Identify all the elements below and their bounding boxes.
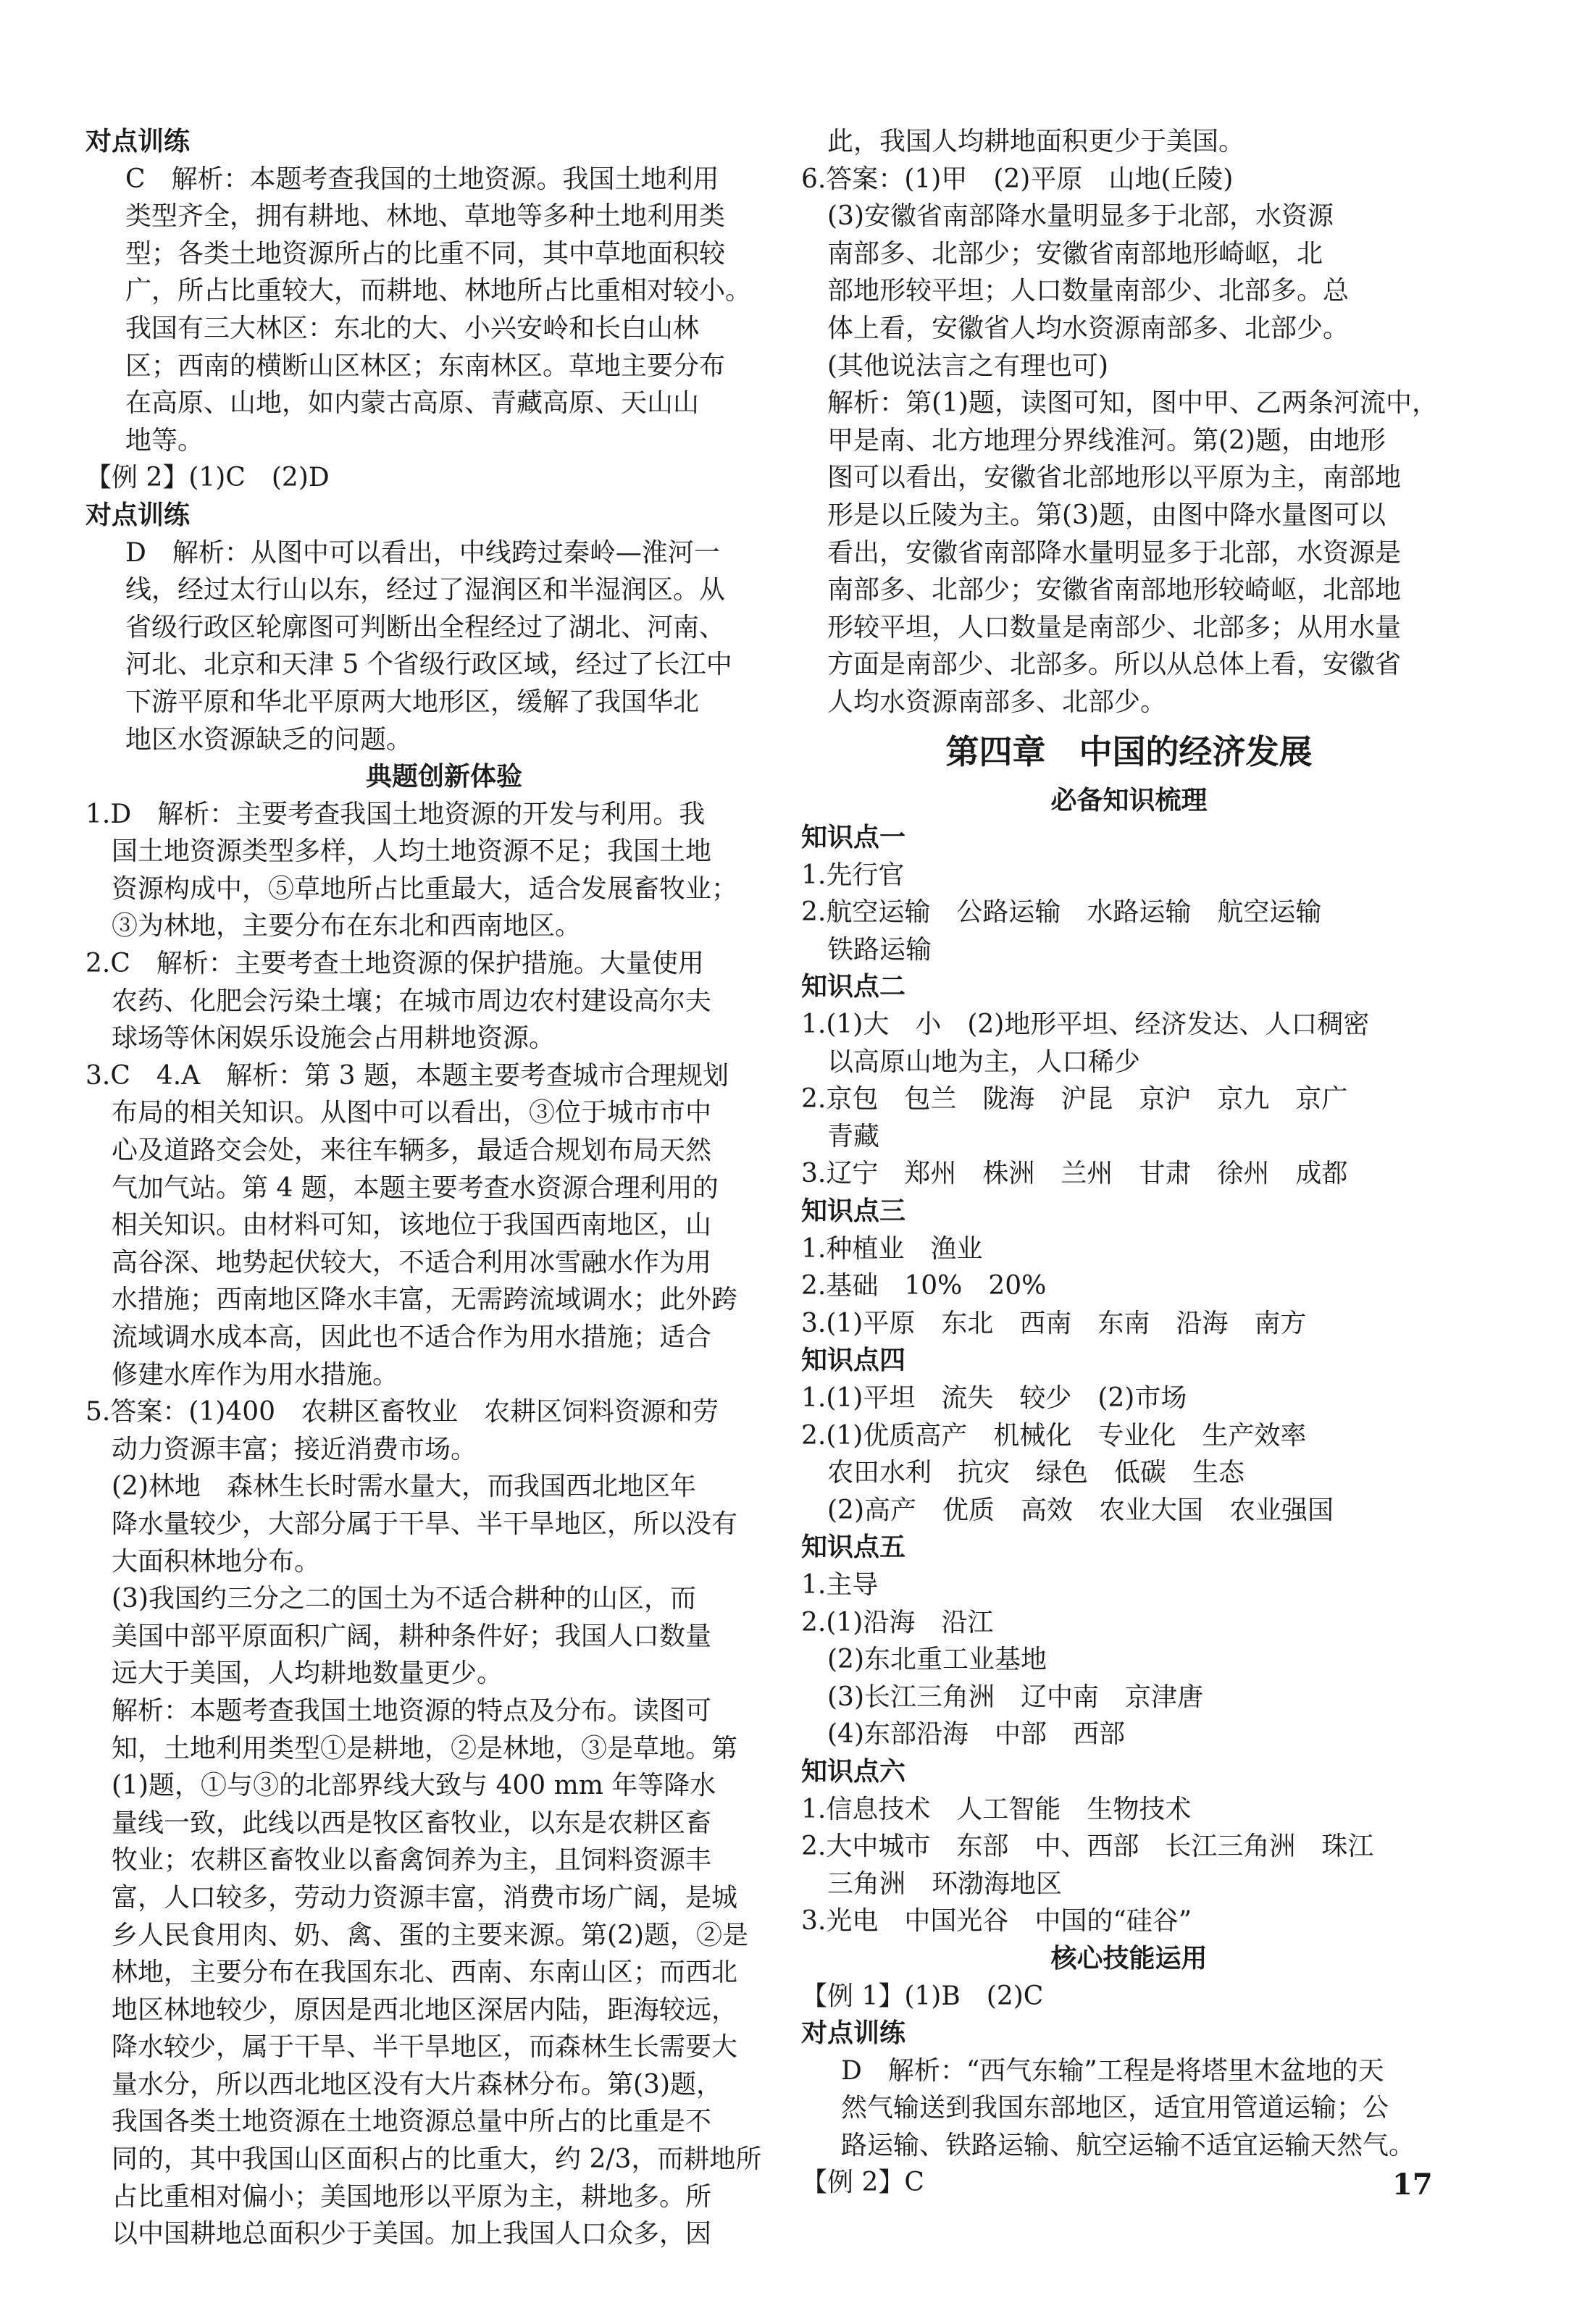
text-line: 量线一致，此线以西是牧区畜牧业，以东是农耕区畜 [112, 1808, 712, 1838]
text-line: 远大于美国，人均耕地数量更少。 [112, 1658, 503, 1689]
text-line: 3.C 4.A 解析：第 3 题，本题主要考查城市合理规划 [85, 1060, 729, 1091]
text-line: 南部多、北部少；安徽省南部地形崎岖，北 [827, 238, 1323, 269]
text-line: 铁路运输 [827, 934, 932, 965]
text-line: 对点训练 [85, 499, 191, 530]
text-line: 此，我国人均耕地面积更少于美国。 [827, 127, 1245, 156]
text-line: (3)长江三角洲 辽中南 京津唐 [827, 1682, 1203, 1712]
text-line: 省级行政区轮廓图可判断出全程经过了湖北、河南、 [125, 612, 726, 642]
text-line: 形是以丘陵为主。第(3)题，由图中降水量图可以 [827, 500, 1386, 530]
text-line: 1.信息技术 人工智能 生物技术 [801, 1794, 1192, 1824]
text-line: 下游平原和华北平原两大地形区，缓解了我国华北 [125, 687, 700, 717]
text-line: ③为林地，主要分布在东北和西南地区。 [112, 911, 582, 941]
text-line: 国土地资源类型多样，人均土地资源不足；我国土地 [112, 836, 712, 867]
text-line: 甲是南、北方地理分界线淮河。第(2)题，由地形 [827, 425, 1386, 456]
text-line: 地等。 [125, 425, 204, 456]
text-line: 2.C 解析：主要考查土地资源的保护措施。大量使用 [85, 949, 704, 979]
right-column [801, 123, 1457, 2202]
text-line: 流域调水成本高，因此也不适合作为用水措施；适合 [112, 1322, 712, 1352]
text-line: 牧业；农耕区畜牧业以畜禽饲养为主，且饲料资源丰 [112, 1845, 712, 1876]
text-line: 林地，主要分布在我国东北、西南、东南山区；而西北 [112, 1958, 738, 1988]
text-line: (1)题，①与③的北部界线大致与 400 mm 年等降水 [112, 1771, 716, 1801]
text-line: 2.大中城市 东部 中、西部 长江三角洲 珠江 [801, 1832, 1374, 1862]
text-line: 知，土地利用类型①是耕地，②是林地，③是草地。第 [112, 1733, 738, 1763]
text-line: 占比重相对偏小；美国地形以平原为主，耕地多。所 [112, 2181, 712, 2212]
text-line: 地区水资源缺乏的问题。 [125, 724, 413, 755]
text-line: 对点训练 [85, 126, 191, 156]
text-line: 资源构成中，⑤草地所占比重最大，适合发展畜牧业； [112, 873, 738, 904]
text-line: 同的，其中我国山区面积占的比重大，约 2/3，而耕地所 [112, 2144, 762, 2175]
text-line: 解析：本题考查我国土地资源的特点及分布。读图可 [112, 1695, 712, 1726]
text-line: 1.(1)大 小 (2)地形平坦、经济发达、人口稠密 [801, 1010, 1370, 1040]
text-line: (3)安徽省南部降水量明显多于北部，水资源 [827, 201, 1334, 232]
text-line: 1.D 解析：主要考查我国土地资源的开发与利用。我 [85, 799, 706, 829]
text-line: 在高原、山地，如内蒙古高原、青藏高原、天山山 [125, 388, 700, 419]
section-heading: 典题创新体验 [365, 761, 522, 792]
text-line: 2.基础 10% 20% [801, 1271, 1047, 1301]
section-heading: 必备知识梳理 [1050, 784, 1208, 815]
text-line: 地区林地较少，原因是西北地区深居内陆，距海较远， [112, 1994, 738, 2025]
text-line: 1.先行官 [801, 860, 905, 890]
text-line: 心及道路交会处，来往车辆多，最适合规划布局天然 [112, 1136, 712, 1166]
text-line: (2)林地 森林生长时需水量大，而我国西北地区年 [112, 1472, 696, 1502]
text-line: 青藏 [827, 1121, 880, 1151]
text-line: 5.答案：(1)400 农耕区畜牧业 农耕区饲料资源和劳 [85, 1397, 719, 1427]
text-line: (2)东北重工业基地 [827, 1645, 1047, 1675]
text-line: 路运输、铁路运输、航空运输不适宜运输天然气。 [841, 2130, 1415, 2160]
text-line: D 解析：从图中可以看出，中线跨过秦岭—淮河一 [125, 537, 720, 568]
text-line: 美国中部平原面积广阔，耕种条件好；我国人口数量 [112, 1621, 712, 1651]
text-line: 相关知识。由材料可知，该地位于我国西南地区，山 [112, 1210, 712, 1241]
text-line: 降水较少，属于干旱、半干旱地区，而森林生长需要大 [112, 2032, 738, 2063]
text-line: 3.光电 中国光谷 中国的“硅谷” [801, 1906, 1192, 1937]
text-line: D 解析：“西气东输”工程是将塔里木盆地的天 [841, 2055, 1384, 2086]
text-line: 知识点三 [801, 1196, 906, 1227]
text-line: 解析：第(1)题，读图可知，图中甲、乙两条河流中， [827, 388, 1438, 419]
text-line: 【例 2】C [801, 2168, 924, 2198]
text-line: 2.(1)沿海 沿江 [801, 1607, 994, 1637]
text-line: 方面是南部少、北部多。所以从总体上看，安徽省 [827, 650, 1402, 680]
text-line: (3)我国约三分之二的国土为不适合耕种的山区，而 [112, 1584, 696, 1614]
text-line: 1.主导 [801, 1569, 879, 1600]
text-line: 富，人口较多，劳动力资源丰富，消费市场广阔，是城 [112, 1882, 738, 1913]
text-line: 广，所占比重较大，而耕地、林地所占比重相对较小。 [125, 276, 752, 306]
text-line: 乡人民食用肉、奶、禽、蛋的主要来源。第(2)题，②是 [112, 1920, 748, 1950]
text-line: 图可以看出，安徽省北部地形以平原为主，南部地 [827, 463, 1402, 493]
text-line: 知识点二 [801, 971, 906, 1002]
text-line: 【例 2】(1)C (2)D [85, 463, 330, 493]
section-heading: 核心技能运用 [1050, 1942, 1208, 1973]
text-line: 量水分，所以西北地区没有大片森林分布。第(3)题， [112, 2069, 722, 2099]
text-line: 知识点四 [801, 1345, 906, 1376]
text-line: 3.辽宁 郑州 株洲 兰州 甘肃 徐州 成都 [801, 1159, 1348, 1189]
text-line: 看出，安徽省南部降水量明显多于北部，水资源是 [827, 537, 1402, 568]
text-line: 形较平坦，人口数量是南部少、北部多；从用水量 [827, 612, 1402, 642]
text-line: 布局的相关知识。从图中可以看出，③位于城市市中 [112, 1098, 712, 1128]
text-line: 6.答案：(1)甲 (2)平原 山地(丘陵) [801, 164, 1234, 194]
text-line: (4)东部沿海 中部 西部 [827, 1719, 1125, 1750]
text-line: 高谷深、地势起伏较大，不适合利用冰雪融水作为用 [112, 1247, 712, 1278]
text-line: 【例 1】(1)B (2)C [801, 1981, 1044, 2011]
text-line: 线，经过太行山以东，经过了湿润区和半湿润区。从 [125, 575, 726, 605]
text-line: 南部多、北部少；安徽省南部地形较崎岖，北部地 [827, 575, 1402, 605]
text-line: 水措施；西南地区降水丰富，无需跨流域调水；此外跨 [112, 1285, 738, 1315]
text-line: 我国有三大林区：东北的大、小兴安岭和长白山林 [125, 313, 700, 343]
text-line: 区；西南的横断山区林区；东南林区。草地主要分布 [125, 351, 726, 381]
text-line: 人均水资源南部多、北部少。 [827, 687, 1167, 717]
text-line: 体上看，安徽省人均水资源南部多、北部少。 [827, 313, 1350, 343]
text-line: C 解析：本题考查我国的土地资源。我国土地利用 [125, 164, 719, 194]
text-line: 我国各类土地资源在土地资源总量中所占的比重是不 [112, 2107, 712, 2137]
text-line: (2)高产 优质 高效 农业大国 农业强国 [827, 1495, 1334, 1525]
text-line: 知识点一 [801, 822, 906, 853]
text-line: 以中国耕地总面积少于美国。加上我国人口众多，因 [112, 2219, 712, 2249]
text-line: 河北、北京和天津 5 个省级行政区域，经过了长江中 [125, 650, 732, 680]
text-line: 2.航空运输 公路运输 水路运输 航空运输 [801, 897, 1322, 928]
text-line: 动力资源丰富；接近消费市场。 [112, 1434, 477, 1464]
text-line: 1.种植业 渔业 [801, 1233, 983, 1264]
text-line: 以高原山地为主，人口稀少 [827, 1046, 1141, 1077]
text-line: 3.(1)平原 东北 西南 东南 沿海 南方 [801, 1308, 1307, 1338]
text-line: 三角洲 环渤海地区 [827, 1868, 1063, 1899]
text-line: 气加气站。第 4 题，本题主要考查水资源合理利用的 [112, 1173, 719, 1203]
text-line: 球场等休闲娱乐设施会占用耕地资源。 [112, 1023, 556, 1054]
text-line: 部地形较平坦；人口数量南部少、北部多。总 [827, 276, 1350, 306]
text-line: 2.京包 包兰 陇海 沪昆 京沪 京九 京广 [801, 1084, 1348, 1115]
text-line: 2.(1)优质高产 机械化 专业化 生产效率 [801, 1420, 1307, 1451]
text-line: 农药、化肥会污染土壤；在城市周边农村建设高尔夫 [112, 986, 712, 1016]
text-line: 知识点六 [801, 1755, 906, 1787]
text-line: 降水量较少，大部分属于干旱、半干旱地区，所以没有 [112, 1509, 738, 1539]
text-line: 知识点五 [801, 1532, 906, 1563]
text-line: 农田水利 抗灾 绿色 低碳 生态 [827, 1458, 1245, 1488]
text-line: (其他说法言之有理也可) [827, 351, 1109, 381]
text-line: 型；各类土地资源所占的比重不同，其中草地面积较 [125, 238, 726, 269]
page-number: 17 [1392, 2168, 1433, 2202]
text-line: 大面积林地分布。 [112, 1546, 321, 1577]
text-line: 然气输送到我国东部地区，适宜用管道运输；公 [841, 2093, 1389, 2123]
text-line: 修建水库作为用水措施。 [112, 1359, 399, 1390]
left-column [85, 123, 803, 2253]
chapter-title: 第四章 中国的经济发展 [945, 731, 1313, 771]
text-line: 类型齐全，拥有耕地、林地、草地等多种土地利用类 [125, 201, 726, 232]
text-line: 1.(1)平坦 流失 较少 (2)市场 [801, 1383, 1187, 1413]
text-line: 对点训练 [801, 2018, 906, 2049]
